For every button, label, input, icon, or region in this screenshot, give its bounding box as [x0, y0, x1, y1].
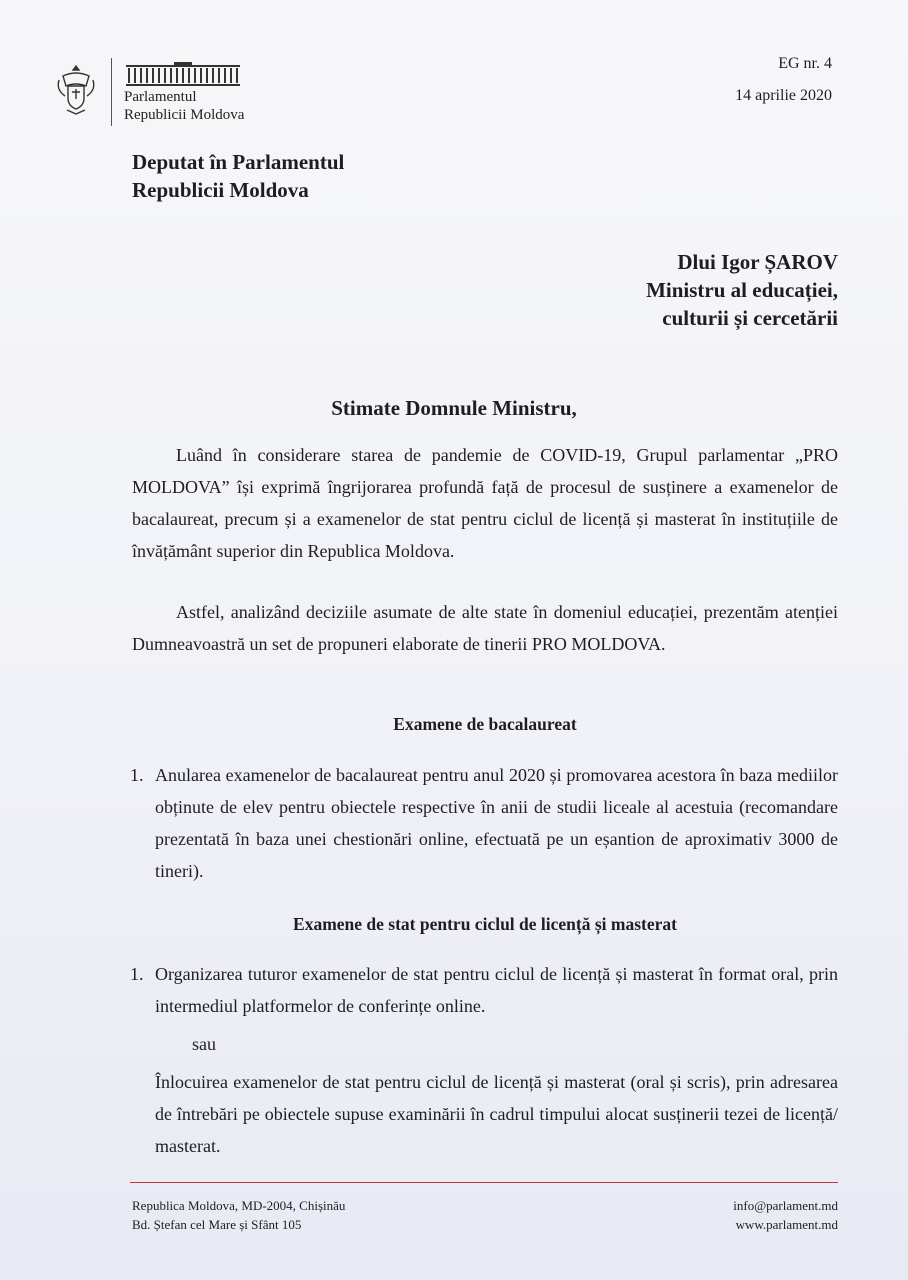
institution-name-line2: Republicii Moldova: [124, 107, 245, 123]
recipient-title-line1: Ministru al educației,: [646, 278, 838, 302]
list-item-text: Organizarea tuturor examenelor de stat pentru ciclul de licență și masterat în format oral, prin intermediul platformelor de conferințe online.: [155, 964, 838, 1016]
footer-address-line2: Bd. Ștefan cel Mare și Sfânt 105: [132, 1217, 302, 1232]
recipient-title-line2: culturii și cercetării: [662, 306, 838, 330]
sender-line1: Deputat în Parlamentul: [132, 150, 345, 174]
list-item-text: Anularea examenelor de bacalaureat pentru anul 2020 și promovarea acestora în baza mediilor obținute de elev pentru obiectele respective în anii de studii liceale al acestuia (recomandare prezentată în baza unei chestionări online, efectuată pe un eșantion de aproximativ 3000 de tineri).: [155, 765, 838, 881]
document-date: 14 aprilie 2020: [735, 87, 832, 104]
footer-address: [132, 1196, 345, 1234]
recipient-block: [646, 248, 838, 332]
paragraph-intro: Luând în considerare starea de pandemie de COVID-19, Grupul parlamentar „PRO MOLDOVA” își exprimă îngrijorarea profundă față de procesul de susținere a examenelor de bacalaureat, precum și a examenelor de stat pentru ciclul de licență și masterat în instituțiile de învățământ superior din Republica Moldova.: [132, 445, 838, 561]
document-reference: [735, 48, 832, 112]
reference-number: EG nr. 4: [778, 55, 832, 72]
section-heading-state-exams: Examene de stat pentru ciclul de licență și masterat: [293, 914, 677, 934]
institution-block: [124, 58, 244, 124]
footer-website: www.parlament.md: [735, 1217, 838, 1232]
list-item: [130, 759, 838, 887]
paragraph-proposals: Astfel, analizând deciziile asumate de alte state în domeniul educației, prezentăm atenției Dumneavoastră un set de propuneri elaborate de tinerii PRO MOLDOVA.: [132, 602, 838, 654]
letterhead: [55, 58, 244, 126]
footer-address-line1: Republica Moldova, MD-2004, Chișinău: [132, 1198, 346, 1213]
footer-divider: [130, 1182, 838, 1183]
sender-line2: Republicii Moldova: [132, 178, 309, 202]
sender-block: [132, 148, 344, 204]
parliament-building-icon: [124, 62, 242, 88]
list-item-number: 1.: [130, 765, 144, 785]
footer-email: info@parlament.md: [733, 1198, 838, 1213]
list-item-number: 1.: [130, 964, 144, 984]
institution-name-line1: Parlamentul: [124, 89, 197, 105]
section-heading-baccalaureate: Examene de bacalaureat: [393, 714, 577, 734]
footer-contact: [733, 1196, 838, 1234]
recipient-name: Dlui Igor ȘAROV: [677, 250, 838, 274]
alternative-proposal: Înlocuirea examenelor de stat pentru ciclul de licență și masterat (oral și scris), prin adresarea de întrebări pe obiectele supuse examinării în cadrul timpului alocat susținerii tezei de licență/ masterat.: [155, 1072, 838, 1156]
salutation: Stimate Domnule Ministru,: [331, 396, 577, 420]
or-label: sau: [192, 1034, 216, 1054]
moldova-coat-of-arms-icon: [55, 62, 97, 116]
list-item: [130, 958, 838, 1022]
letterhead-divider: [111, 58, 112, 126]
